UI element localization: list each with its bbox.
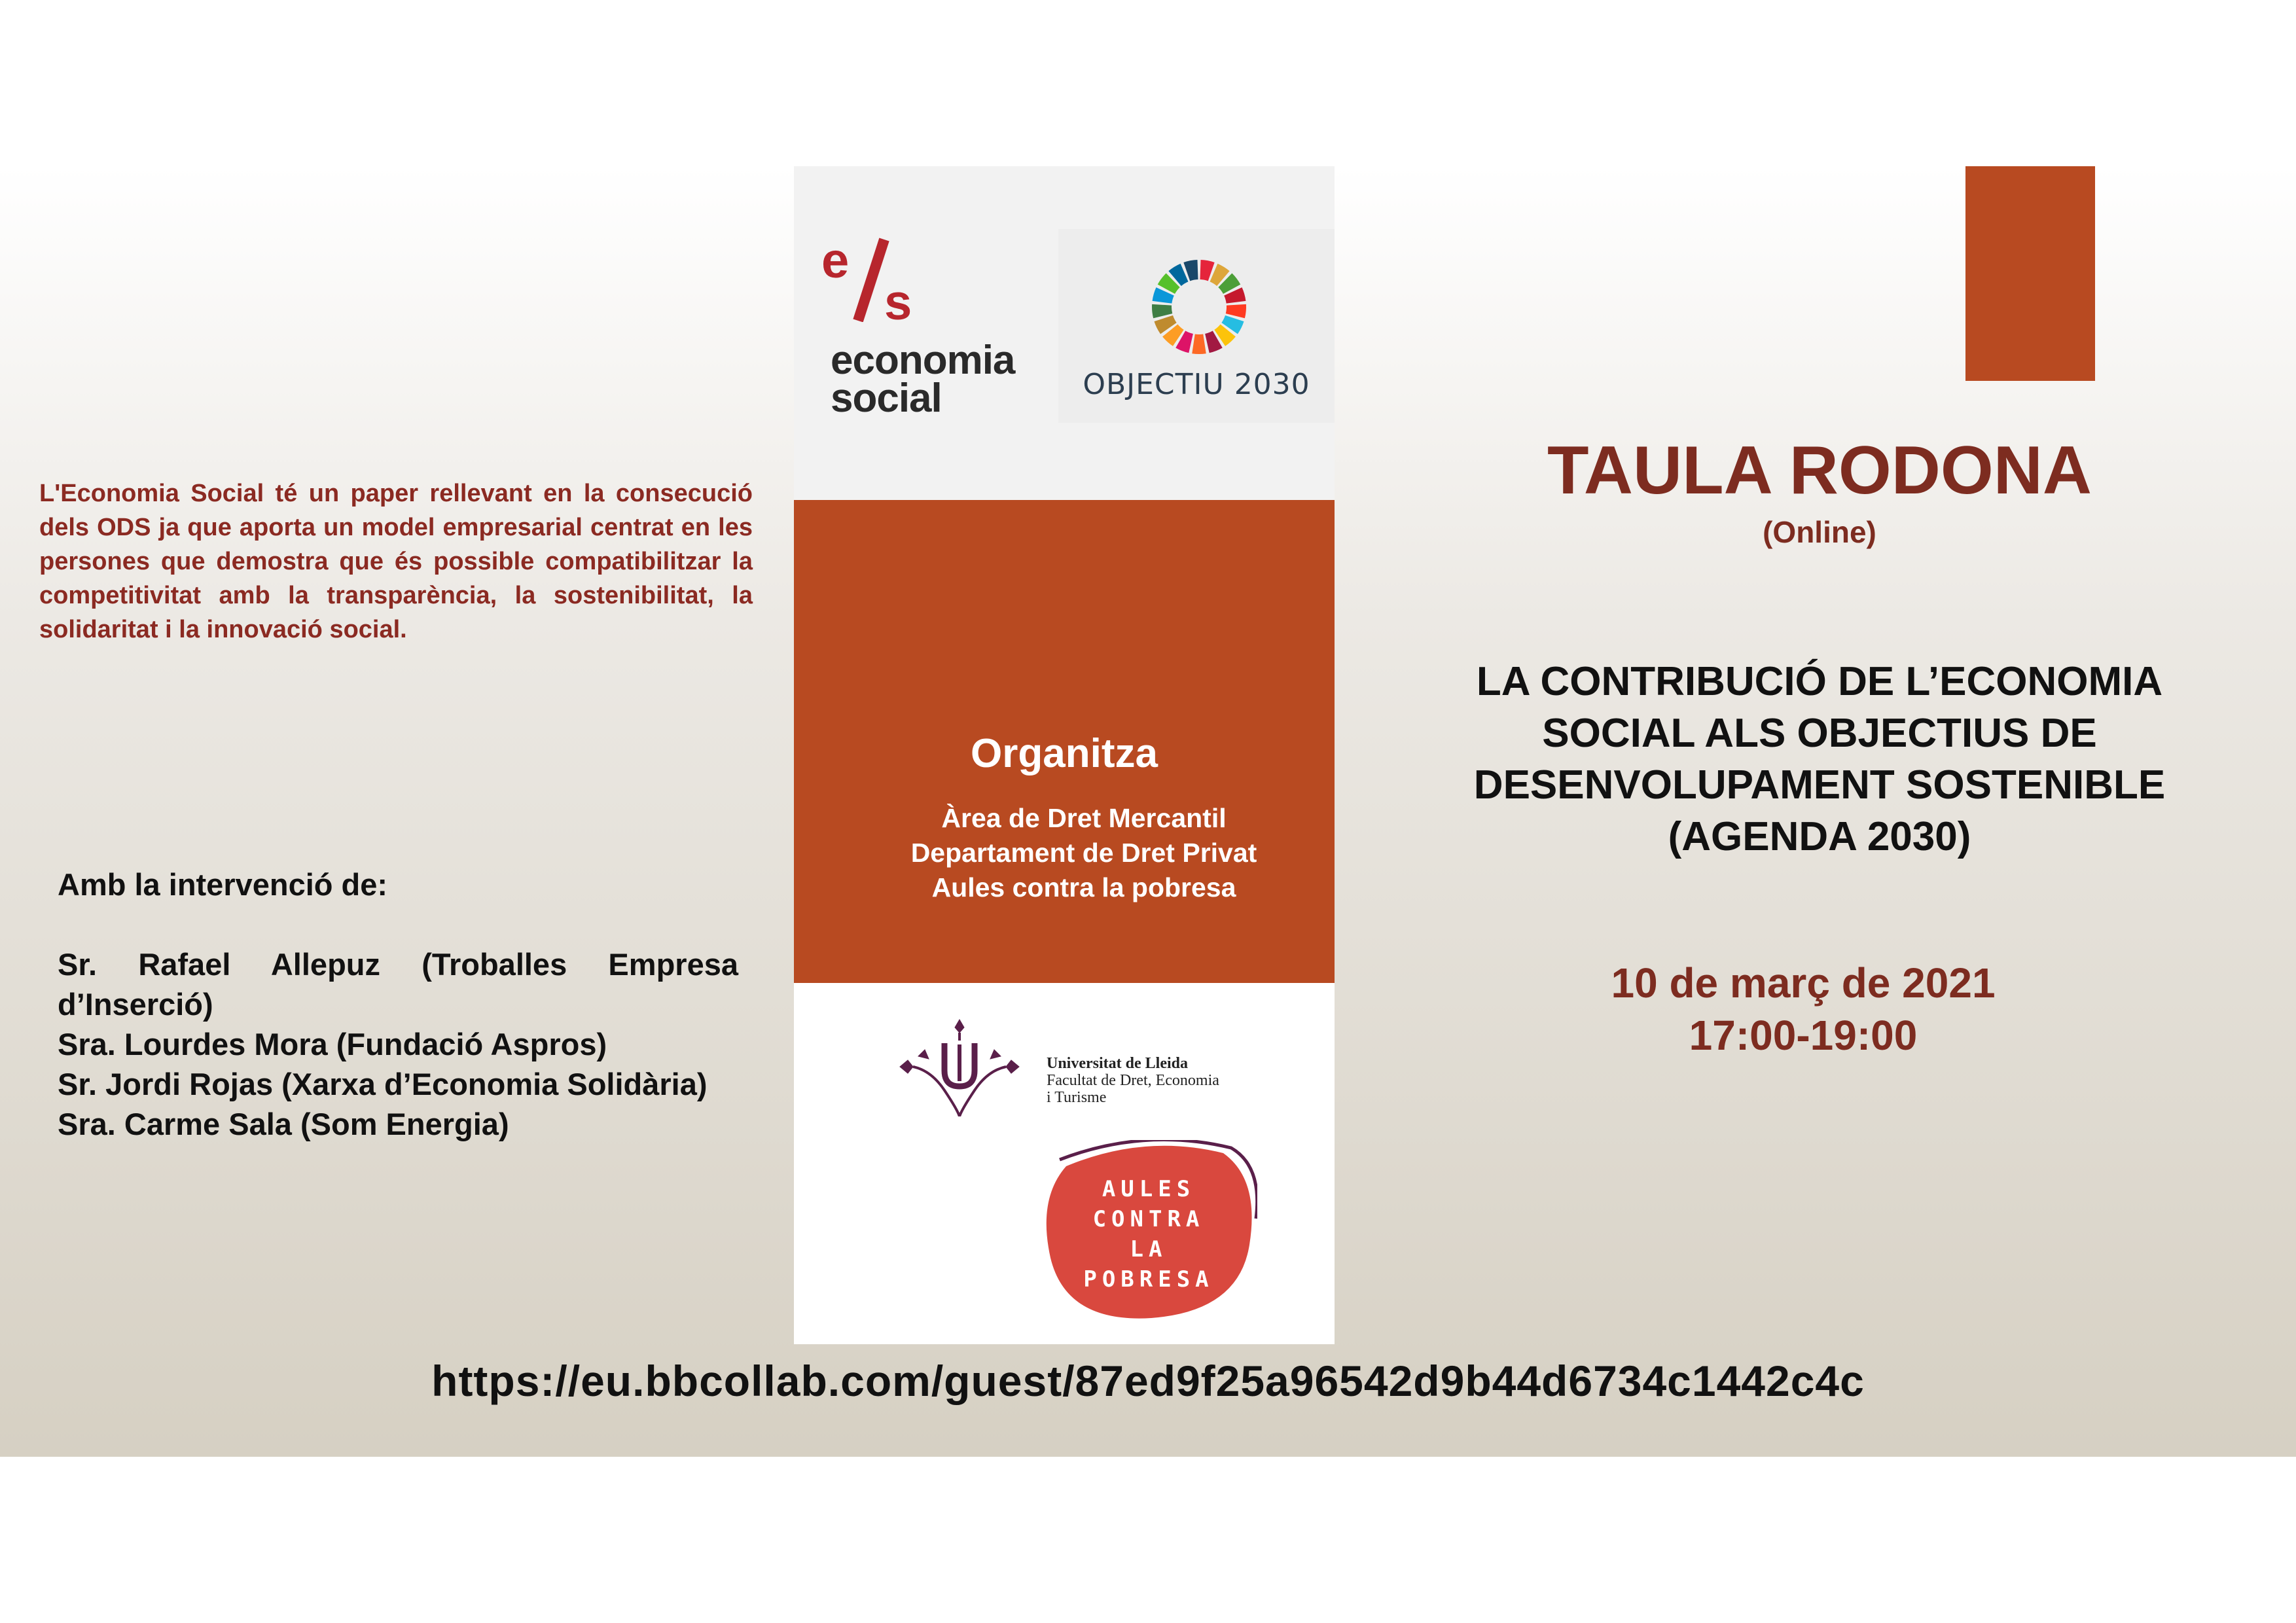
aules-line: AULES xyxy=(1102,1176,1196,1202)
intro-paragraph: L'Economia Social té un paper rellevant en la consecució dels ODS ja que aporta un model empresarial centrat en les persones que demostra que és possible compatibilitzar la competitivitat amb la transparència, la sostenibilitat, la solidaritat i la innovació social. xyxy=(39,480,753,643)
subject-line: DESENVOLUPAMENT SOSTENIBLE xyxy=(1473,762,2166,808)
institutions-panel xyxy=(794,983,1335,1344)
economia-social-wordmark xyxy=(831,338,1015,421)
poster xyxy=(0,166,2296,1457)
event-subject xyxy=(1420,656,2219,863)
speakers-section xyxy=(58,866,738,1144)
objectiu-2030-logo xyxy=(1058,229,1335,423)
speaker-item: Sr. Rafael Allepuz (Troballes Empresa d’Inserció) xyxy=(58,947,738,1022)
economia-social-mark xyxy=(820,237,931,322)
event-link[interactable]: https://eu.bbcollab.com/guest/87ed9f25a96542d9b44d6734c1442c4c xyxy=(431,1357,1865,1405)
logos-panel xyxy=(794,166,1335,500)
svg-text:s: s xyxy=(884,275,912,322)
es-word-line2: social xyxy=(831,376,942,421)
svg-text:e: e xyxy=(821,237,850,289)
udl-faculty-line: Facultat de Dret, Economia xyxy=(1047,1072,1219,1089)
speakers-title: Amb la intervenció de: xyxy=(58,867,388,902)
aules-line: POBRESA xyxy=(1083,1266,1214,1293)
sdg-wheel-segment xyxy=(1192,334,1206,354)
organizer-heading: Organitza xyxy=(971,731,1158,776)
organizer-lines xyxy=(814,801,1354,905)
udl-emblem-icon xyxy=(899,1018,1020,1116)
event-datetime xyxy=(1460,957,2147,1061)
organizer-line: Departament de Dret Privat xyxy=(910,838,1257,868)
speaker-item: Sra. Lourdes Mora (Fundació Aspros) xyxy=(58,1027,607,1061)
event-date: 10 de març de 2021 xyxy=(1611,959,1996,1007)
udl-faculty-line: i Turisme xyxy=(1047,1089,1107,1106)
aules-contra-la-pobresa-logo xyxy=(1040,1140,1257,1323)
event-mode: (Online) xyxy=(1763,515,1876,549)
accent-block xyxy=(1965,166,2095,381)
event-time: 17:00-19:00 xyxy=(1689,1012,1918,1059)
sdg-wheel-segment xyxy=(1226,304,1246,318)
speaker-item: Sra. Carme Sala (Som Energia) xyxy=(58,1107,509,1141)
sdg-label: OBJECTIU 2030 xyxy=(1083,368,1310,401)
speaker-item: Sr. Jordi Rojas (Xarxa d’Economia Solidària) xyxy=(58,1067,708,1101)
subject-line: (AGENDA 2030) xyxy=(1668,814,1971,859)
organizer-panel xyxy=(794,500,1335,983)
organizer-line: Àrea de Dret Mercantil xyxy=(941,803,1227,833)
udl-name: Universitat de Lleida xyxy=(1047,1055,1188,1072)
udl-text xyxy=(1047,1055,1219,1106)
organizer-line: Aules contra la pobresa xyxy=(931,872,1236,902)
sdg-wheel-icon xyxy=(1150,258,1248,356)
aules-line: LA xyxy=(1130,1236,1168,1262)
sdg-wheel-segment xyxy=(1152,304,1172,318)
subject-line: LA CONTRIBUCIÓ DE L’ECONOMIA xyxy=(1476,659,2163,704)
es-word-line1: economia xyxy=(831,338,1015,383)
aules-line: CONTRA xyxy=(1092,1206,1205,1232)
subject-line: SOCIAL ALS OBJECTIUS DE xyxy=(1542,711,2097,756)
economia-social-logo xyxy=(820,237,1069,433)
event-title: TAULA RODONA xyxy=(1547,433,2092,508)
